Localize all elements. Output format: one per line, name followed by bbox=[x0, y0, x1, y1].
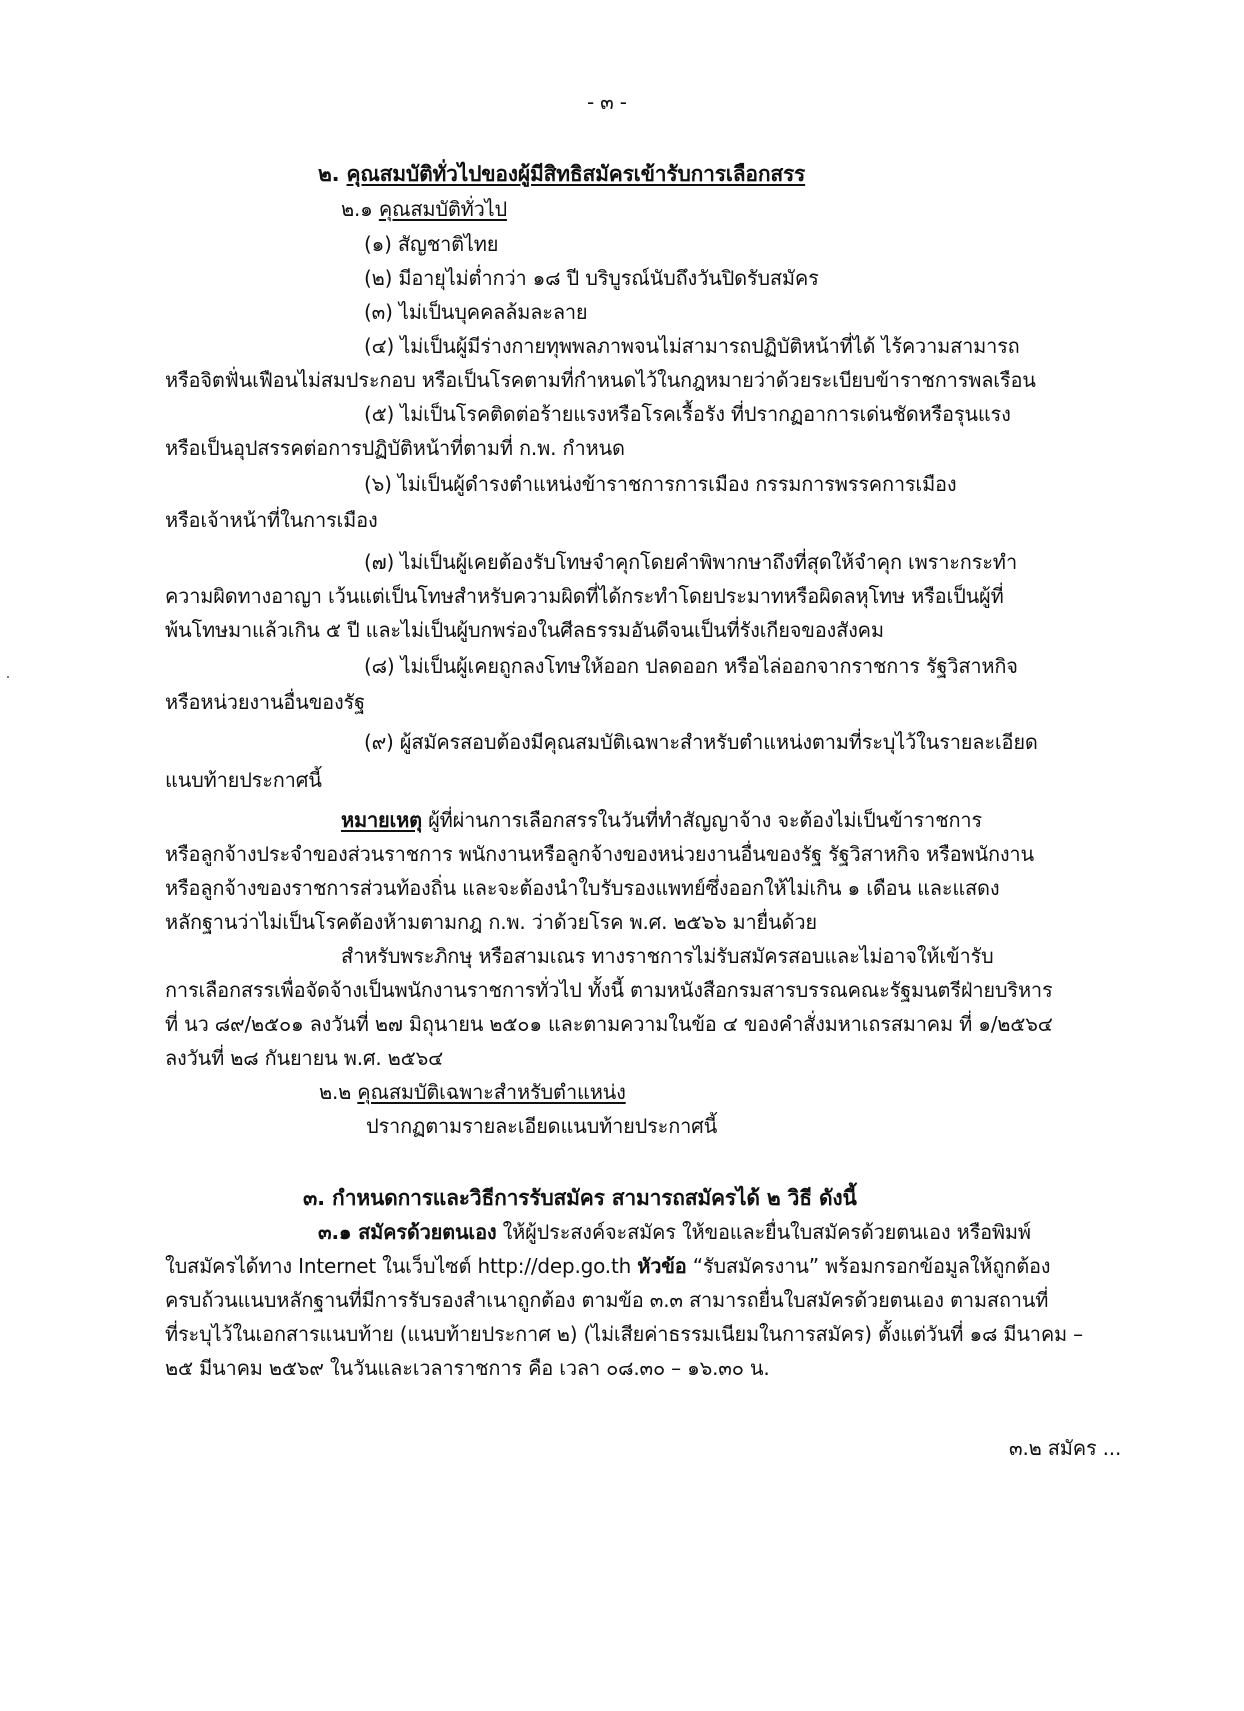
item-9-line-1: (๙) ผู้สมัครสอบต้องมีคุณสมบัติเฉพาะสำหรับตำแหน่งตามที่ระบุไว้ในรายละเอียด bbox=[364, 730, 1038, 754]
section-3-1-line-4: ที่ระบุไว้ในเอกสารแนบท้าย (แนบท้ายประกาศ ๒) (ไม่เสียค่าธรรมเนียมในการสมัคร) ตั้งแต่วันที่ ๑๘ มีนาคม – bbox=[165, 1322, 1083, 1346]
item-8-line-1: (๘) ไม่เป็นผู้เคยถูกลงโทษให้ออก ปลดออก หรือไล่ออกจากราชการ รัฐวิสาหกิจ bbox=[364, 654, 1018, 678]
topic-label: หัวข้อ bbox=[637, 1254, 687, 1278]
item-7-line-3: พ้นโทษมาแล้วเกิน ๕ ปี และไม่เป็นผู้บกพร่องในศีลธรรมอันดีจนเป็นที่รังเกียจของสังคม bbox=[165, 618, 884, 642]
item-6-line-1: (๖) ไม่เป็นผู้ดำรงตำแหน่งข้าราชการการเมือง กรรมการพรรคการเมือง bbox=[364, 472, 957, 496]
item-9-line-2: แนบท้ายประกาศนี้ bbox=[165, 768, 322, 792]
section-3-1-title: ๓.๑ สมัครด้วยตนเอง bbox=[318, 1220, 497, 1244]
item-8-line-2: หรือหน่วยงานอื่นของรัฐ bbox=[165, 690, 365, 714]
item-4-line-2: หรือจิตฟั่นเฟือนไม่สมประกอบ หรือเป็นโรคตามที่กำหนดไว้ในกฎหมายว่าด้วยระเบียบข้าราชการพลเรือน bbox=[165, 368, 1036, 392]
note-text: ผู้ที่ผ่านการเลือกสรรในวันที่ทำสัญญาจ้าง จะต้องไม่เป็นข้าราชการ bbox=[421, 808, 982, 832]
item-3: (๓) ไม่เป็นบุคคลล้มละลาย bbox=[364, 300, 588, 324]
item-7-line-2: ความผิดทางอาญา เว้นแต่เป็นโทษสำหรับความผิดที่ได้กระทำโดยประมาทหรือผิดลหุโทษ หรือเป็นผู้ที่ bbox=[165, 584, 1004, 608]
website-text: ใบสมัครได้ทาง Internet ในเว็บไซต์ http://dep.go.th bbox=[165, 1254, 638, 1278]
note-line-3: หรือลูกจ้างของราชการส่วนท้องถิ่น และจะต้องนำใบรับรองแพทย์ซึ่งออกให้ไม่เกิน ๑ เดือน และแสดง bbox=[165, 876, 1000, 900]
scan-speck bbox=[7, 676, 9, 678]
subsection-2-1-heading bbox=[341, 195, 507, 223]
item-7-line-1: (๗) ไม่เป็นผู้เคยต้องรับโทษจำคุกโดยคำพิพากษาถึงที่สุดให้จำคุก เพราะกระทำ bbox=[364, 550, 1017, 574]
item-4-line-1: (๔) ไม่เป็นผู้มีร่างกายทุพพลภาพจนไม่สามารถปฏิบัติหน้าที่ได้ ไร้ความสามารถ bbox=[364, 334, 1020, 358]
section-3-1-line-2 bbox=[165, 1252, 1050, 1280]
item-5-line-2: หรือเป็นอุปสรรคต่อการปฏิบัติหน้าที่ตามที่ ก.พ. กำหนด bbox=[165, 436, 625, 460]
section-2-number: ๒. bbox=[318, 162, 340, 186]
subsection-2-2-heading bbox=[319, 1078, 626, 1106]
subsection-2-1-number: ๒.๑ bbox=[341, 197, 373, 221]
section-3-1-line-5: ๒๕ มีนาคม ๒๕๖๙ ในวันและเวลาราชการ คือ เวลา ๐๘.๓๐ – ๑๖.๓๐ น. bbox=[165, 1356, 770, 1380]
monk-line-2: การเลือกสรรเพื่อจัดจ้างเป็นพนักงานราชการทั่วไป ทั้งนี้ ตามหนังสือกรมสารบรรณคณะรัฐมนตรีฝ่ายบริหาร bbox=[165, 978, 1053, 1002]
section-2-heading bbox=[318, 160, 805, 188]
note-line-2: หรือลูกจ้างประจำของส่วนราชการ พนักงานหรือลูกจ้างของหน่วยงานอื่นของรัฐ รัฐวิสาหกิจ หรือพนักงาน bbox=[165, 842, 1034, 866]
section-3-1-line-1 bbox=[318, 1218, 1031, 1246]
note-line-1 bbox=[341, 806, 982, 834]
monk-line-1: สำหรับพระภิกษุ หรือสามเณร ทางราชการไม่รับสมัครสอบและไม่อาจให้เข้ารับ bbox=[341, 944, 994, 968]
item-5-line-1: (๕) ไม่เป็นโรคติดต่อร้ายแรงหรือโรคเรื้อรัง ที่ปรากฏอาการเด่นชัดหรือรุนแรง bbox=[364, 402, 1011, 426]
item-6-line-2: หรือเจ้าหน้าที่ในการเมือง bbox=[165, 508, 378, 532]
item-1: (๑) สัญชาติไทย bbox=[364, 232, 499, 256]
section-2-title: คุณสมบัติทั่วไปของผู้มีสิทธิสมัครเข้ารับการเลือกสรร bbox=[346, 162, 806, 186]
monk-line-4: ลงวันที่ ๒๘ กันยายน พ.ศ. ๒๕๖๔ bbox=[165, 1046, 444, 1070]
continuation-marker: ๓.๒ สมัคร ... bbox=[1009, 1436, 1122, 1460]
subsection-2-1-title: คุณสมบัติทั่วไป bbox=[378, 197, 507, 221]
subsection-2-2-number: ๒.๒ bbox=[319, 1080, 352, 1104]
section-3-1-text: ให้ผู้ประสงค์จะสมัคร ให้ขอและยื่นใบสมัครด้วยตนเอง หรือพิมพ์ bbox=[496, 1220, 1031, 1244]
item-2: (๒) มีอายุไม่ต่ำกว่า ๑๘ ปี บริบูรณ์นับถึงวันปิดรับสมัคร bbox=[364, 266, 819, 290]
note-label: หมายเหตุ bbox=[341, 808, 422, 832]
monk-line-3: ที่ นว ๘๙/๒๕๐๑ ลงวันที่ ๒๗ มิถุนายน ๒๕๐๑ และตามความในข้อ ๔ ของคำสั่งมหาเถรสมาคม ที่ ๑/๒๕๖๔ bbox=[165, 1012, 1053, 1036]
topic-text: “รับสมัครงาน” พร้อมกรอกข้อมูลให้ถูกต้อง bbox=[686, 1254, 1051, 1278]
section-3-heading: ๓. กำหนดการและวิธีการรับสมัคร สามารถสมัครได้ ๒ วิธี ดังนี้ bbox=[303, 1186, 857, 1210]
page-number: - ๓ - bbox=[587, 90, 627, 114]
subsection-2-2-text: ปรากฏตามรายละเอียดแนบท้ายประกาศนี้ bbox=[366, 1114, 718, 1138]
section-3-1-line-3: ครบถ้วนแนบหลักฐานที่มีการรับรองสำเนาถูกต้อง ตามข้อ ๓.๓ สามารถยื่นใบสมัครด้วยตนเอง ตามสถานที่ bbox=[165, 1288, 1049, 1312]
note-line-4: หลักฐานว่าไม่เป็นโรคต้องห้ามตามกฎ ก.พ. ว่าด้วยโรค พ.ศ. ๒๕๖๖ มายื่นด้วย bbox=[165, 910, 817, 934]
subsection-2-2-title: คุณสมบัติเฉพาะสำหรับตำแหน่ง bbox=[357, 1080, 626, 1104]
